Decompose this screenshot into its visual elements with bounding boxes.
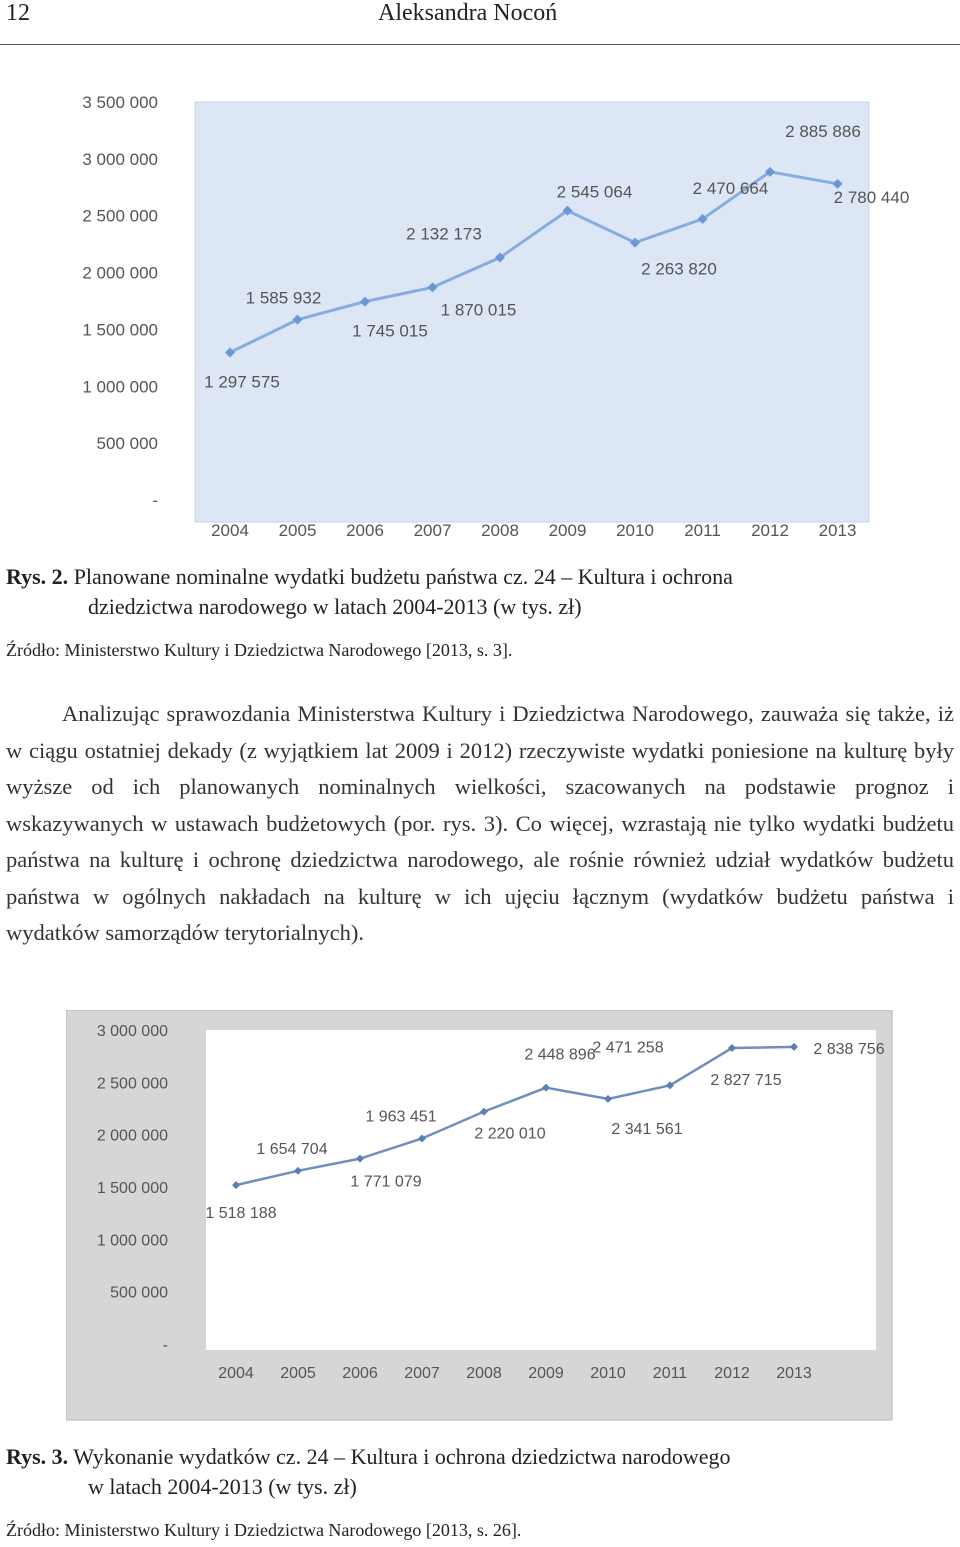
figure1-caption [6, 562, 733, 622]
c2-data-label: 2 471 258 [592, 1039, 664, 1057]
paragraph-text: Analizując sprawozdania Ministerstwa Kultury i Dziedzictwa Narodowego, zauważa się także, iż w ciągu ostatniej dekady (z wyjątkiem lat 2009 i 2012) rzeczywiste wydatki poniesione na kulturę były wyższe od ich planowanych nominalnych wielkości, szacowanych na podstawie prognoz i wskazywanych w ustawach budżetowych (por. rys. 3). Co więcej, wzrastają nie tylko wydatki budżetu państwa na kulturę i ochronę dziedzictwa narodowego, ale rośnie również udział wydatków budżetu państwa w ogólnych nakładach na kulturę w ich ujęciu łącznym (wydatków budżetu państwa i wydatków samorządów terytorialnych). [6, 701, 954, 945]
c2-y-tick-label: - [162, 1337, 168, 1354]
c1-x-tick-label: 2009 [548, 521, 587, 540]
c1-data-label: 1 745 015 [352, 321, 428, 341]
c1-x-tick-label: 2007 [413, 521, 452, 540]
c2-data-label: 2 220 010 [474, 1125, 546, 1143]
c1-x-tick-label: 2013 [818, 521, 857, 540]
c2-x-tick-label: 2013 [776, 1365, 812, 1382]
c2-y-tick-label: 3 000 000 [96, 1023, 168, 1040]
c2-x-tick-label: 2007 [404, 1365, 440, 1382]
c2-x-tick-label: 2009 [528, 1365, 564, 1382]
figure2-caption-line1: Wykonanie wydatków cz. 24 – Kultura i ochrona dziedzictwa narodowego [73, 1444, 731, 1469]
c1-y-tick-label: - [152, 491, 158, 510]
c1-x-tick-label: 2006 [346, 521, 384, 540]
c1-data-label: 2 470 664 [692, 179, 769, 199]
c1-y-tick-label: 1 000 000 [82, 377, 158, 397]
c2-data-label: 2 827 715 [710, 1072, 782, 1090]
c2-x-tick-label: 2008 [466, 1365, 502, 1382]
c2-data-label: 2 838 756 [813, 1040, 885, 1058]
figure1-caption-line2: dziedzictwa narodowego w latach 2004-2013 (w tys. zł) [88, 594, 582, 619]
c1-x-tick-label: 2005 [278, 521, 317, 540]
figure2-caption-label: Rys. 3. [6, 1444, 69, 1469]
c2-x-tick-label: 2010 [590, 1365, 626, 1382]
c2-y-tick-label: 1 000 000 [96, 1232, 168, 1250]
figure2-source: Źródło: Ministerstwo Kultury i Dziedzictwa Narodowego [2013, s. 26]. [6, 1520, 522, 1540]
c1-x-tick-label: 2010 [616, 521, 654, 540]
c2-x-tick-label: 2006 [342, 1365, 378, 1382]
figure1-caption-line1: Planowane nominalne wydatki budżetu państwa cz. 24 – Kultura i ochrona [73, 564, 733, 589]
c1-data-label: 2 263 820 [641, 259, 717, 279]
c2-x-tick-label: 2005 [280, 1365, 316, 1382]
c1-data-label: 2 132 173 [406, 224, 482, 244]
c1-y-tick-label: 3 000 000 [82, 149, 158, 169]
c1-x-tick-label: 2011 [684, 521, 721, 540]
c1-data-label: 1 870 015 [440, 300, 517, 320]
figure2-caption [6, 1442, 731, 1502]
c2-x-tick-label: 2012 [714, 1365, 750, 1382]
c1-data-label: 2 885 886 [785, 121, 861, 141]
c2-y-tick-label: 2 000 000 [96, 1127, 168, 1145]
c2-data-label: 1 518 188 [205, 1205, 277, 1223]
c1-data-label: 2 780 440 [833, 187, 910, 207]
c2-data-label: 2 448 896 [524, 1046, 596, 1064]
c1-y-tick-label: 3 500 000 [82, 93, 158, 112]
chart1-plot-area [195, 102, 869, 522]
c1-data-label: 1 297 575 [204, 372, 280, 392]
c2-data-label: 1 771 079 [350, 1173, 422, 1191]
body-paragraph [6, 696, 954, 952]
c1-x-tick-label: 2012 [751, 521, 789, 540]
c1-y-tick-label: 2 500 000 [82, 206, 158, 226]
c1-y-tick-label: 1 500 000 [82, 320, 158, 340]
page-header [0, 0, 960, 45]
c2-y-tick-label: 2 500 000 [96, 1075, 168, 1093]
c2-data-label: 2 341 561 [611, 1120, 683, 1138]
c1-y-tick-label: 500 000 [96, 434, 158, 454]
figure1-caption-label: Rys. 2. [6, 564, 69, 589]
c1-y-tick-label: 2 000 000 [82, 263, 158, 283]
figure1-source: Źródło: Ministerstwo Kultury i Dziedzictwa Narodowego [2013, s. 3]. [6, 640, 513, 660]
c2-y-tick-label: 1 500 000 [96, 1180, 168, 1197]
c2-x-tick-label: 2011 [652, 1365, 688, 1382]
chart-planned-expenditure [0, 80, 960, 550]
c2-x-tick-label: 2004 [218, 1365, 254, 1382]
page-number: 12 [6, 0, 30, 26]
c2-y-tick-label: 500 000 [110, 1284, 168, 1302]
chart-executed-expenditure [66, 1010, 894, 1422]
c1-x-tick-label: 2008 [481, 521, 519, 540]
c1-data-label: 2 545 064 [556, 182, 633, 202]
c2-data-label: 1 654 704 [256, 1140, 328, 1158]
c2-data-label: 1 963 451 [365, 1108, 437, 1126]
c1-data-label: 1 585 932 [245, 288, 322, 308]
c1-x-tick-label: 2004 [211, 521, 249, 540]
running-head-author: Aleksandra Nocoń [378, 0, 558, 26]
figure2-caption-line2: w latach 2004-2013 (w tys. zł) [88, 1474, 357, 1499]
